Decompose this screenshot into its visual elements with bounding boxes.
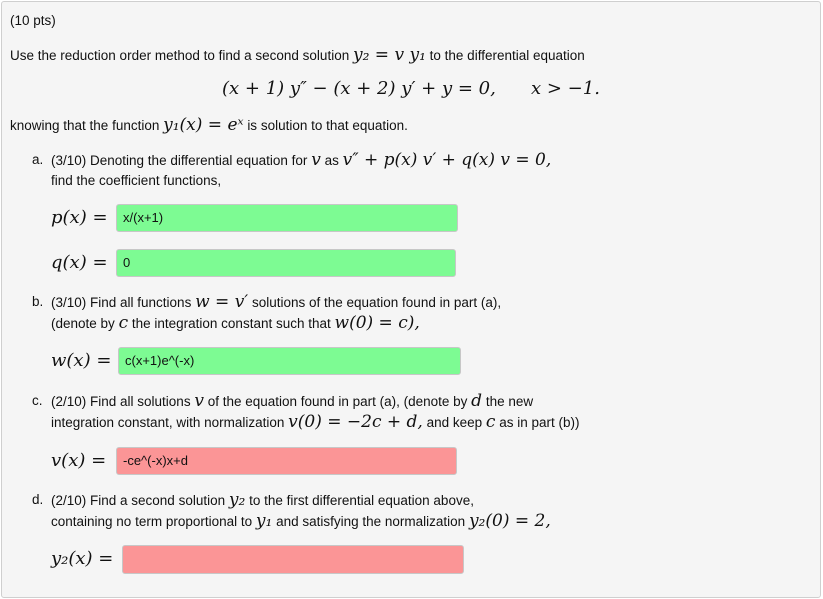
part-b-condition: w(0) = c),	[334, 313, 420, 333]
main-equation	[222, 78, 496, 99]
part-d-line1	[51, 492, 474, 509]
part-c-text-f: as in part (b))	[499, 415, 580, 430]
part-c-const-c: c	[485, 412, 496, 432]
w-label: w(x) =	[51, 350, 112, 371]
main-equation-lhs: (x + 1) y″ − (x + 2) y′ + y = 0,	[222, 78, 496, 99]
part-b-line2	[51, 315, 420, 332]
part-b-prefix: b.	[32, 294, 44, 309]
v-input[interactable]: -ce^(-x)x+d	[116, 447, 457, 475]
y2-label: y₂(x) =	[51, 548, 114, 569]
part-c-line2	[51, 414, 579, 431]
part-d-text-c: containing no term proportional to	[51, 514, 253, 529]
p-label: p(x) =	[51, 207, 108, 228]
intro-text	[10, 47, 585, 64]
part-a-prefix: a.	[32, 152, 44, 167]
part-c-const-d: d	[471, 391, 483, 411]
y2-input[interactable]	[122, 545, 464, 574]
part-c-text-b: of the equation found in part (a), (denote by	[207, 394, 468, 409]
intro-equation: y₂ = v y₁	[352, 45, 426, 65]
part-b-line1	[51, 294, 501, 311]
w-input[interactable]: c(x+1)e^(-x)	[118, 347, 461, 375]
main-equation-condition	[531, 78, 600, 99]
part-c-prefix: c.	[32, 393, 43, 408]
part-d-line2	[51, 513, 551, 530]
part-a-var: v	[311, 150, 321, 170]
part-c-text-c: the new	[485, 394, 534, 409]
part-b-const: c	[118, 313, 129, 333]
part-d-normalization: y₂(0) = 2,	[468, 511, 551, 531]
knowing-text-a: knowing that the function	[10, 118, 160, 133]
v-label: v(x) =	[51, 450, 107, 471]
q-input[interactable]: 0	[116, 249, 456, 277]
part-c-text-e: and keep	[426, 415, 483, 430]
part-c-text-a: (2/10) Find all solutions	[51, 394, 191, 409]
part-a-text-b: as	[324, 153, 339, 168]
part-c-line1	[51, 393, 533, 410]
part-c-var: v	[194, 391, 204, 411]
part-b-text-a: (3/10) Find all functions	[51, 295, 192, 310]
part-d-prefix: d.	[32, 492, 44, 507]
part-b-text-d: the integration constant such that	[131, 316, 331, 331]
part-a-line1	[51, 152, 551, 169]
condition-text: x > −1.	[531, 78, 600, 99]
part-a-equation: v″ + p(x) v′ + q(x) v = 0,	[342, 150, 552, 170]
intro-text-b: to the differential equation	[429, 48, 585, 63]
part-a-text-a: (3/10) Denoting the differential equation for	[51, 153, 308, 168]
q-label: q(x) =	[51, 252, 108, 273]
part-b-text-c: (denote by	[51, 316, 115, 331]
p-input[interactable]: x/(x+1)	[116, 204, 458, 232]
part-b-equation: w = v′	[195, 292, 249, 312]
knowing-equation: y₁(x) = eˣ	[163, 115, 244, 135]
part-d-text-b: to the first differential equation above,	[249, 493, 474, 508]
part-b-text-b: solutions of the equation found in part (a),	[251, 295, 502, 310]
part-d-y2: y₂	[228, 490, 246, 510]
part-c-normalization: v(0) = −2c + d,	[288, 412, 423, 432]
part-d-text-d: and satisfying the normalization	[276, 514, 466, 529]
part-a-line2: find the coefficient functions,	[51, 173, 222, 188]
part-c-text-d: integration constant, with normalization	[51, 415, 285, 430]
part-d-y1: y₁	[255, 511, 273, 531]
points-label: (10 pts)	[10, 13, 56, 28]
knowing-text-b: is solution to that equation.	[247, 118, 408, 133]
knowing-text	[10, 117, 408, 134]
part-d-text-a: (2/10) Find a second solution	[51, 493, 226, 508]
intro-text-a: Use the reduction order method to find a second solution	[10, 48, 350, 63]
